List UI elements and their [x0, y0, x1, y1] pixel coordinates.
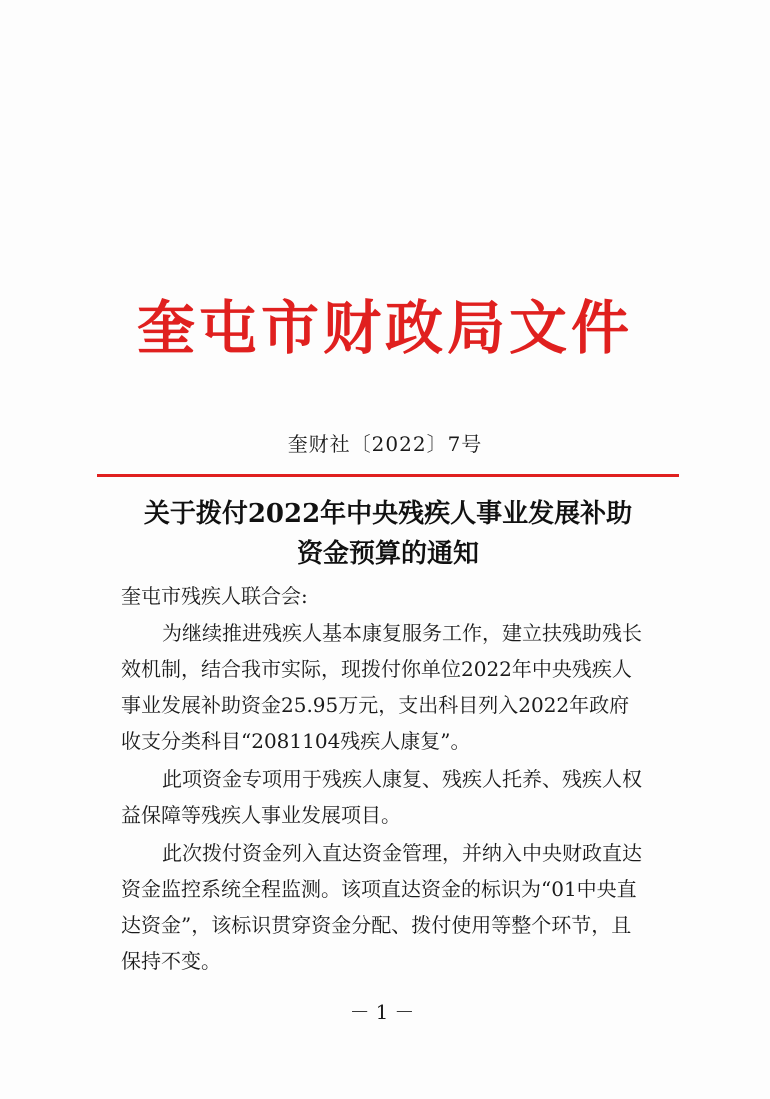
body-line: 此项资金专项用于残疾人康复、残疾人托养、残疾人权: [162, 767, 642, 791]
body-line: 保持不变。: [121, 949, 221, 973]
issuer-title: 奎屯市财政局文件: [136, 294, 633, 362]
addressee: 奎屯市残疾人联合会:: [121, 584, 308, 608]
body-line: 事业发展补助资金25.95万元，支出科目列入2022年政府: [121, 693, 630, 717]
red-divider-line: [97, 474, 679, 477]
document-number: 奎财社〔2022〕7号: [287, 432, 483, 456]
body-line: 资金监控系统全程监测。该项直达资金的标识为“01中央直: [121, 877, 637, 901]
body-line: 达资金”，该标识贯穿资金分配、拨付使用等整个环节，且: [121, 913, 632, 937]
body-line: 为继续推进残疾人基本康复服务工作，建立扶残助残长: [162, 621, 642, 645]
notice-title: [100, 494, 676, 574]
page-number: －1－: [349, 1000, 421, 1024]
notice-title-line-1: 关于拨付2022年中央残疾人事业发展补助: [143, 499, 633, 529]
body-line: 效机制，结合我市实际，现拨付你单位2022年中央残疾人: [121, 657, 632, 681]
notice-title-line-2: 资金预算的通知: [296, 539, 479, 569]
body-line: 此次拨付资金列入直达资金管理，并纳入中央财政直达: [162, 841, 642, 865]
body-line: 益保障等残疾人事业发展项目。: [121, 803, 401, 827]
body-line: 收支分类科目“2081104残疾人康复”。: [121, 729, 471, 753]
